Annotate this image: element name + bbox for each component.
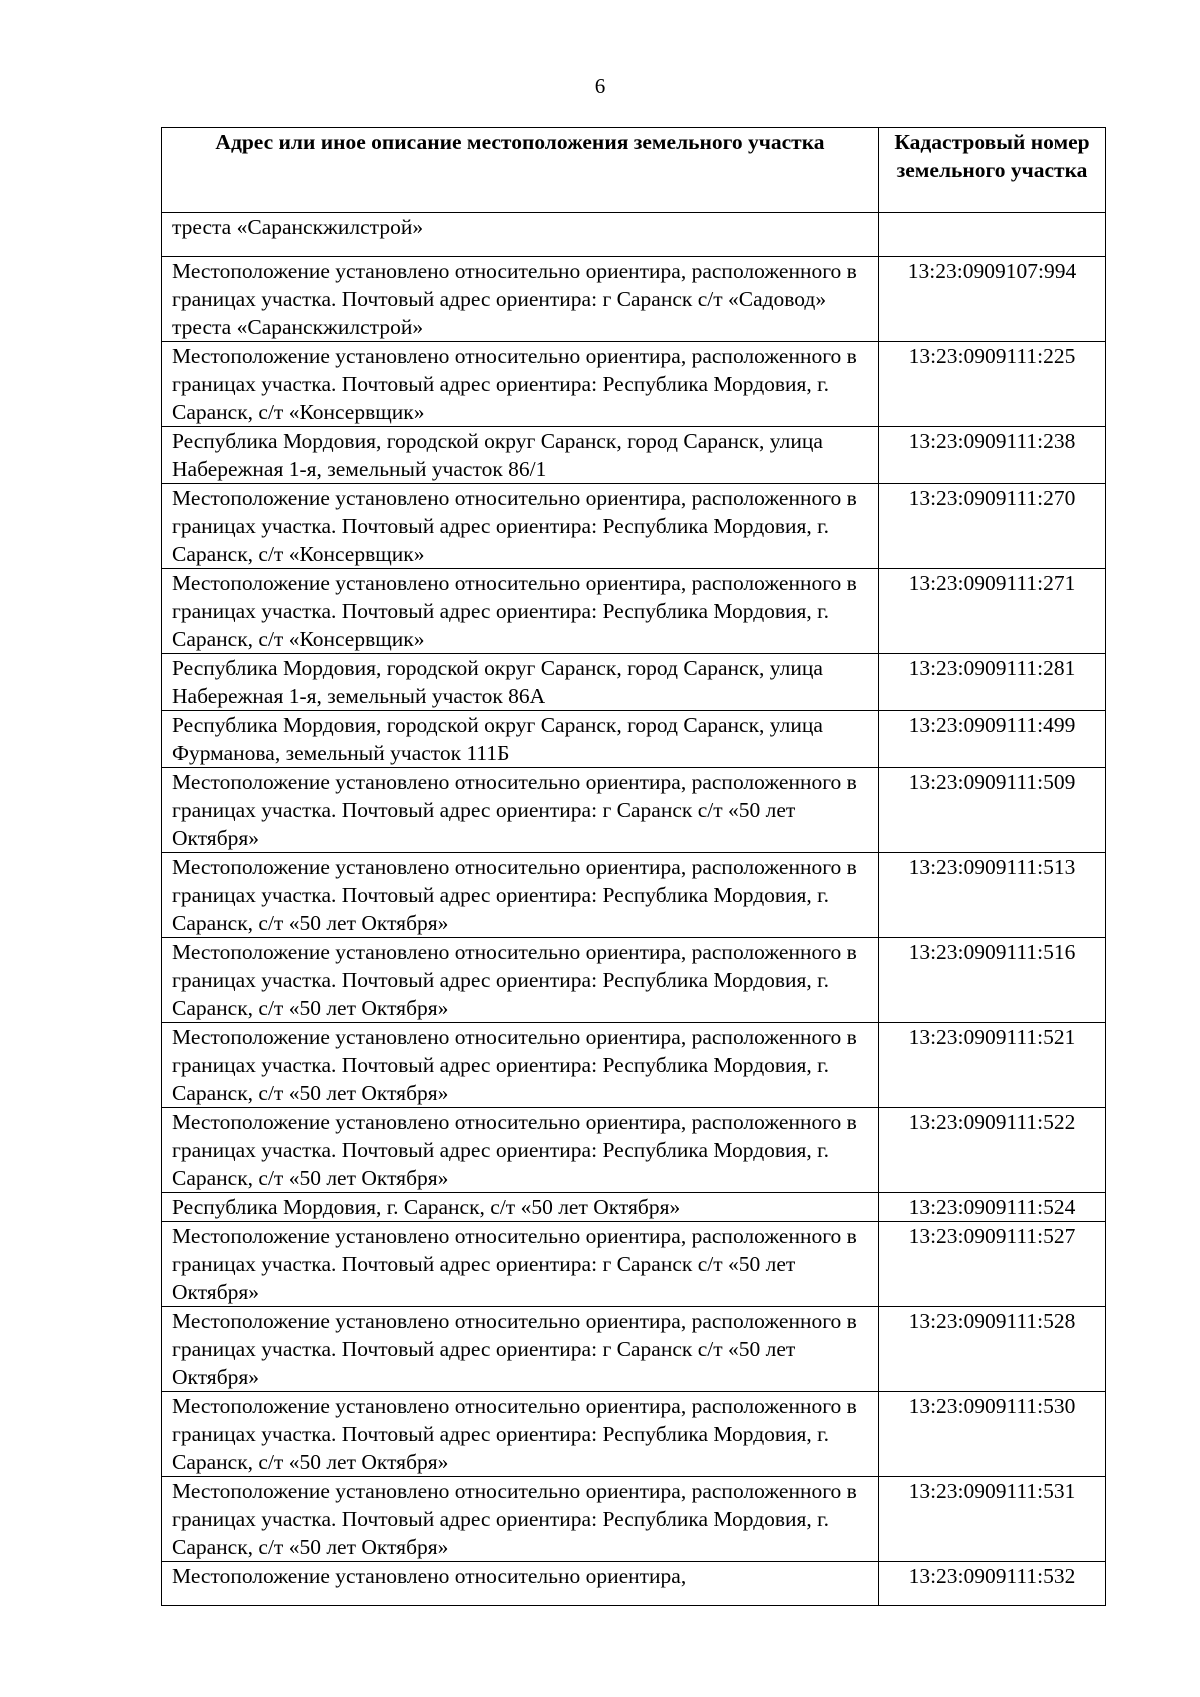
address-cell: Республика Мордовия, городской округ Саранск, город Саранск, улица Фурманова, земельный участок 111Б <box>162 711 879 768</box>
table-row <box>162 654 1106 711</box>
cadastral-number-cell: 13:23:0909107:994 <box>879 257 1106 342</box>
address-cell: Местоположение установлено относительно ориентира, расположенного в границах участка. Почтовый адрес ориентира: Республика Мордовия, г. Саранск, с/т «Консервщик» <box>162 484 879 569</box>
address-cell: Местоположение установлено относительно ориентира, расположенного в границах участка. Почтовый адрес ориентира: Республика Мордовия, г. Саранск, с/т «Консервщик» <box>162 569 879 654</box>
cadastral-number-cell: 13:23:0909111:516 <box>879 938 1106 1023</box>
table-row <box>162 768 1106 853</box>
cadastral-number-cell: 13:23:0909111:271 <box>879 569 1106 654</box>
cadastral-number-cell: 13:23:0909111:281 <box>879 654 1106 711</box>
table-row <box>162 1193 1106 1222</box>
cadastral-number-cell: 13:23:0909111:531 <box>879 1477 1106 1562</box>
table-row <box>162 1307 1106 1392</box>
address-cell: Местоположение установлено относительно ориентира, расположенного в границах участка. Почтовый адрес ориентира: Республика Мордовия, г. Саранск, с/т «Консервщик» <box>162 342 879 427</box>
address-cell: Местоположение установлено относительно ориентира, расположенного в границах участка. Почтовый адрес ориентира: г Саранск с/т «50 лет Октября» <box>162 768 879 853</box>
address-cell: Местоположение установлено относительно ориентира, расположенного в границах участка. Почтовый адрес ориентира: Республика Мордовия, г. Саранск, с/т «50 лет Октября» <box>162 938 879 1023</box>
table-row <box>162 427 1106 484</box>
table-row <box>162 569 1106 654</box>
address-cell: треста «Саранскжилстрой» <box>162 213 879 257</box>
table-header-row <box>162 128 1106 213</box>
address-cell: Республика Мордовия, городской округ Саранск, город Саранск, улица Набережная 1-я, земельный участок 86/1 <box>162 427 879 484</box>
cadastral-number-cell: 13:23:0909111:270 <box>879 484 1106 569</box>
address-cell: Местоположение установлено относительно ориентира, <box>162 1562 879 1606</box>
land-plots-table <box>161 127 1106 1606</box>
table-row <box>162 257 1106 342</box>
table-row <box>162 1108 1106 1193</box>
cadastral-number-cell <box>879 213 1106 257</box>
table-row <box>162 213 1106 257</box>
table-row <box>162 853 1106 938</box>
address-cell: Республика Мордовия, городской округ Саранск, город Саранск, улица Набережная 1-я, земельный участок 86А <box>162 654 879 711</box>
address-cell: Местоположение установлено относительно ориентира, расположенного в границах участка. Почтовый адрес ориентира: Республика Мордовия, г. Саранск, с/т «50 лет Октября» <box>162 1477 879 1562</box>
cadastral-number-cell: 13:23:0909111:522 <box>879 1108 1106 1193</box>
address-cell: Местоположение установлено относительно ориентира, расположенного в границах участка. Почтовый адрес ориентира: Республика Мордовия, г. Саранск, с/т «50 лет Октября» <box>162 1023 879 1108</box>
cadastral-number-cell: 13:23:0909111:513 <box>879 853 1106 938</box>
cadastral-number-cell: 13:23:0909111:524 <box>879 1193 1106 1222</box>
table-row <box>162 1222 1106 1307</box>
cadastral-number-cell: 13:23:0909111:499 <box>879 711 1106 768</box>
address-cell: Республика Мордовия, г. Саранск, с/т «50 лет Октября» <box>162 1193 879 1222</box>
header-address: Адрес или иное описание местоположения земельного участка <box>162 128 879 213</box>
table-row <box>162 484 1106 569</box>
address-cell: Местоположение установлено относительно ориентира, расположенного в границах участка. Почтовый адрес ориентира: Республика Мордовия, г. Саранск, с/т «50 лет Октября» <box>162 1108 879 1193</box>
table-row <box>162 342 1106 427</box>
cadastral-number-cell: 13:23:0909111:521 <box>879 1023 1106 1108</box>
page-number: 6 <box>594 74 606 98</box>
table-row <box>162 711 1106 768</box>
address-cell: Местоположение установлено относительно ориентира, расположенного в границах участка. Почтовый адрес ориентира: г Саранск с/т «50 лет Октября» <box>162 1307 879 1392</box>
table-row <box>162 1023 1106 1108</box>
table-row <box>162 1477 1106 1562</box>
address-cell: Местоположение установлено относительно ориентира, расположенного в границах участка. Почтовый адрес ориентира: г Саранск с/т «Садовод» треста «Саранскжилстрой» <box>162 257 879 342</box>
cadastral-number-cell: 13:23:0909111:532 <box>879 1562 1106 1606</box>
cadastral-number-cell: 13:23:0909111:530 <box>879 1392 1106 1477</box>
address-cell: Местоположение установлено относительно ориентира, расположенного в границах участка. Почтовый адрес ориентира: г Саранск с/т «50 лет Октября» <box>162 1222 879 1307</box>
table-row <box>162 938 1106 1023</box>
cadastral-number-cell: 13:23:0909111:225 <box>879 342 1106 427</box>
cadastral-number-cell: 13:23:0909111:238 <box>879 427 1106 484</box>
table-row <box>162 1392 1106 1477</box>
cadastral-number-cell: 13:23:0909111:528 <box>879 1307 1106 1392</box>
cadastral-number-cell: 13:23:0909111:527 <box>879 1222 1106 1307</box>
cadastral-number-cell: 13:23:0909111:509 <box>879 768 1106 853</box>
address-cell: Местоположение установлено относительно ориентира, расположенного в границах участка. Почтовый адрес ориентира: Республика Мордовия, г. Саранск, с/т «50 лет Октября» <box>162 1392 879 1477</box>
table-row <box>162 1562 1106 1606</box>
header-cadastral-number: Кадастровый номер земельного участка <box>879 128 1106 213</box>
address-cell: Местоположение установлено относительно ориентира, расположенного в границах участка. Почтовый адрес ориентира: Республика Мордовия, г. Саранск, с/т «50 лет Октября» <box>162 853 879 938</box>
